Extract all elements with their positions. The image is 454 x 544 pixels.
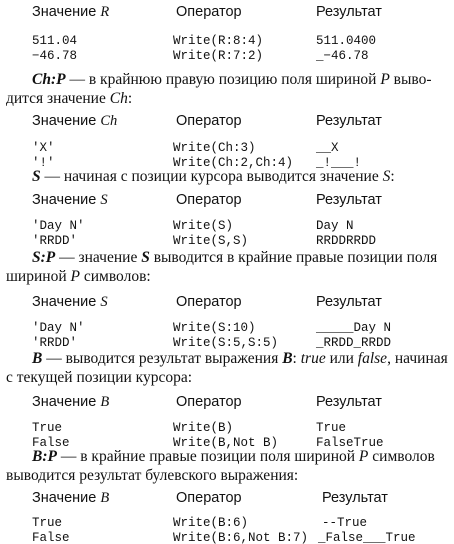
table-header [0,4,454,24]
table-row: −46.78 Write(R:7:2) _−46.78 [32,49,369,63]
table-row: 'RRDD' Write(S,S) RRDDRRDD [32,234,377,248]
paragraph-boolean: B — выводится результат выражения B: true или false, начиная с текущей позиции курсора: [6,350,448,386]
table-row: 511.04 Write(R:8:4) 511.0400 [32,34,377,48]
table-row: 'Day N' Write(S) Day N [32,219,354,233]
header-value: Значение S [32,294,108,310]
header-value: Значение R [32,4,110,20]
header-value: Значение B [32,394,110,410]
table-header: Значение S Оператор Результат [32,192,382,208]
table-row: False Write(B:6,Not B:7) _False___True [32,531,416,544]
table-header: Значение S Оператор Результат [32,294,382,310]
table-row: 'Day N' Write(S:10) _____Day N [32,321,392,335]
section-boolean [0,349,454,451]
table-row: True Write(B) True [32,421,347,435]
table-header: Значение B Оператор Результат [32,490,388,506]
header-value: Значение B [32,490,110,506]
table-row: True Write(B:6) --True [32,516,368,530]
table-row: False Write(B,Not B) FalseTrue [32,436,384,450]
paragraph-boolean-width: B:P — в крайние правые позиции поля шириной P символов выводится результат булевского выражения: [6,448,435,484]
table-real [0,4,454,64]
section-string-width [0,248,454,351]
section-boolean-width [0,447,454,544]
header-value: Значение S [32,192,108,208]
header-result: Результат [316,4,382,20]
table-row: '!' Write(Ch:2,Ch:4) _!___! [32,156,362,170]
header-operator: Оператор [176,4,242,20]
table-row: 'X' Write(Ch:3) __X [32,141,339,155]
paragraph-string: S — начиная с позиции курсора выводится значение S: [32,168,395,185]
table-header: Значение Ch Оператор Результат [32,113,382,129]
table-row: 'RRDD' Write(S:5,S:5) _RRDD_RRDD [32,336,392,350]
paragraph-char: Ch:P — в крайнюю правую позицию поля шириной P выво- дится значение Ch: [6,71,432,107]
paragraph-string-width: S:P — значение S выводится в крайние правые позиции поля шириной P символов: [6,249,438,285]
section-string [0,167,454,249]
table-header: Значение B Оператор Результат [32,394,382,410]
section-char [0,70,454,171]
header-value: Значение Ch [32,113,118,129]
